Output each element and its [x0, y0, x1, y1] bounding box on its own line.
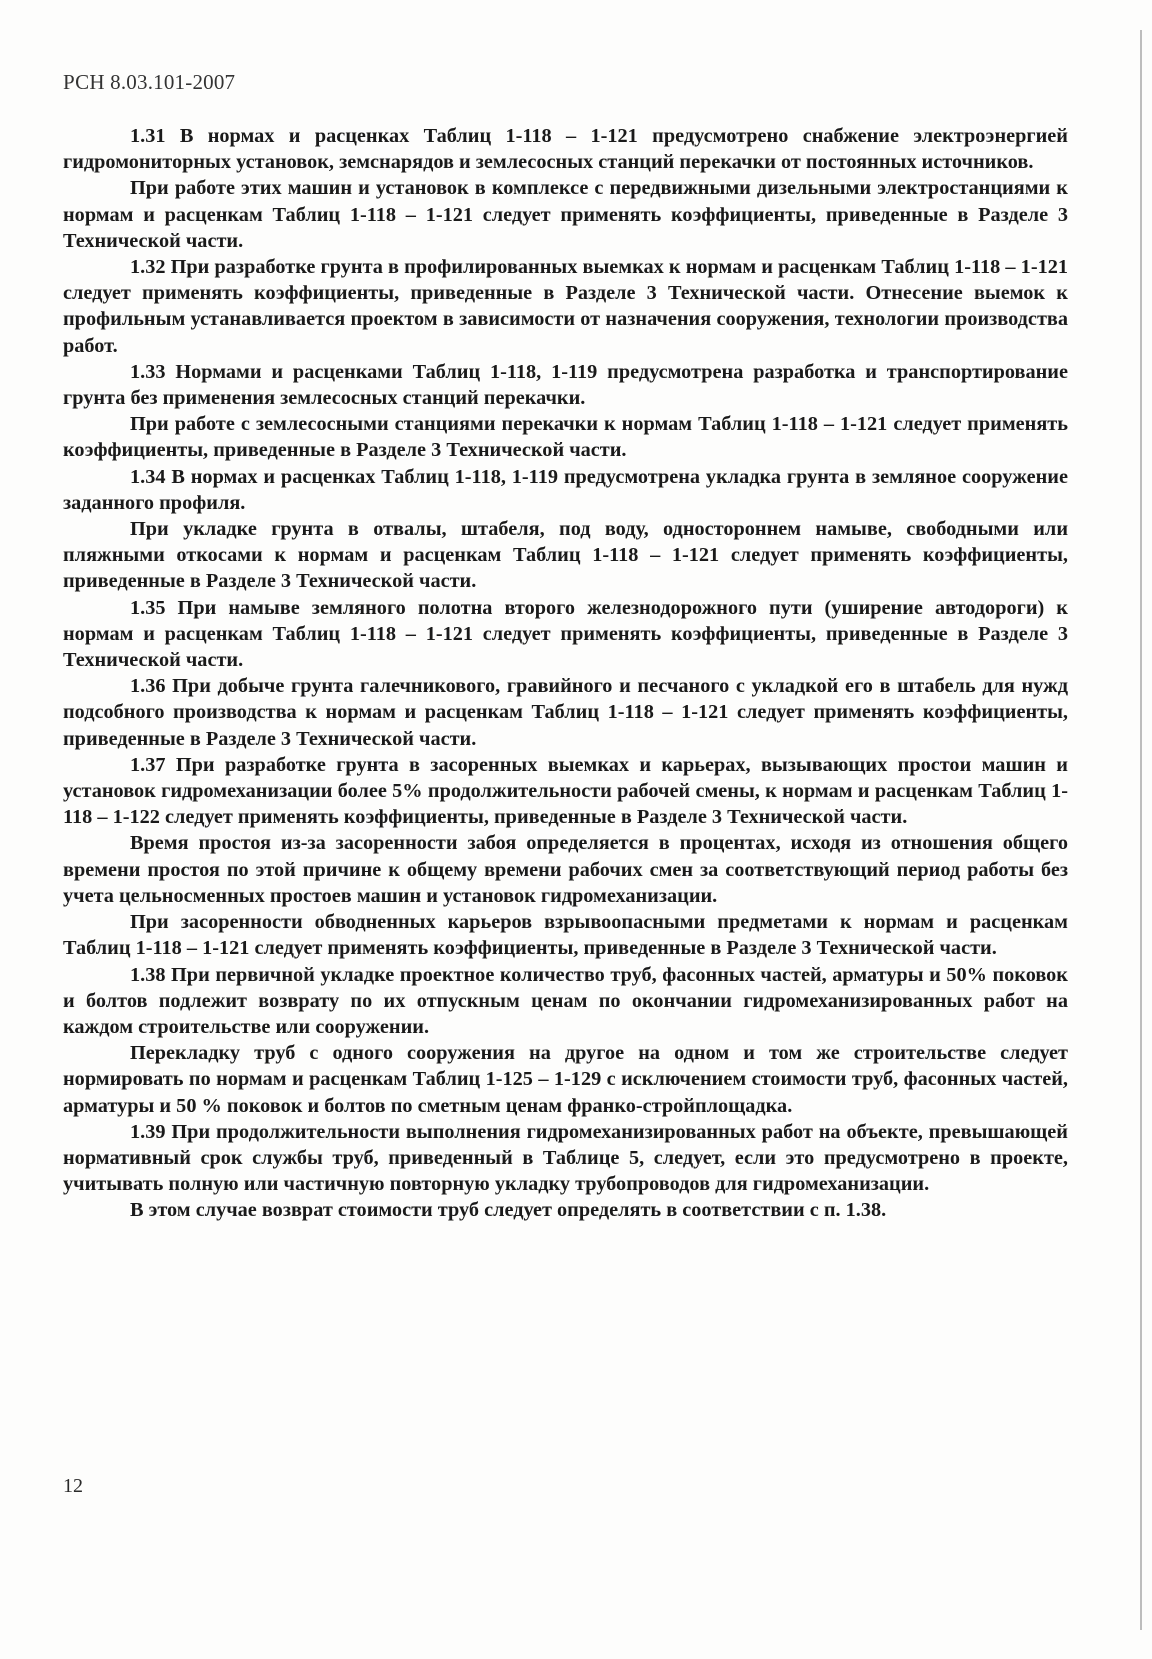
paragraph-1-39-b: В этом случае возврат стоимости труб следует определять в соответствии с п. 1.38. — [130, 1199, 887, 1222]
paragraph-1-37-c: При засоренности обводненных карьеров взрывоопасными предметами к нормам и расценкам Таблиц 1-118 – 1-121 следует применять коэффициенты, приведенные в Разделе 3 Технической части. — [63, 911, 1068, 960]
paragraph-1-34-b: При укладке грунта в отвалы, штабеля, под воду, одностороннем намыве, свободными или пляжными откосами к нормам и расценкам Таблиц 1-118 – 1-121 следует применять коэффициенты, приведенные в Разделе 3 Технической части. — [63, 518, 1068, 593]
paragraph-1-31-b: При работе этих машин и установок в комплексе с передвижными дизельными электростанциями к нормам и расценкам Таблиц 1-118 – 1-121 следует применять коэффициенты, приведенные в Разделе 3 Технической части. — [63, 177, 1068, 252]
paragraph-1-39: 1.39 При продолжительности выполнения гидромеханизированных работ на объекте, превышающей нормативный срок службы труб, приведенный в Таблице 5, следует, если это предусмотрено в проекте, учитывать полную или частичную повторную укладку трубопроводов для гидромеханизации. — [63, 1120, 1068, 1196]
paragraph-1-36: 1.36 При добыче грунта галечникового, гравийного и песчаного с укладкой его в штабель для нужд подсобного производства к нормам и расценкам Таблиц 1-118 – 1-121 следует применять коэффициенты, приведенные в Разделе 3 Технической части. — [63, 675, 1068, 750]
paragraph-1-35: 1.35 При намыве земляного полотна второго железнодорожного пути (уширение автодороги) к нормам и расценкам Таблиц 1-118 – 1-121 следует применять коэффициенты, приведенные в Разделе 3 Технической части. — [63, 596, 1068, 672]
paragraph-1-32: 1.32 При разработке грунта в профилированных выемках к нормам и расценкам Таблиц 1-118 – 1-121 следует применять коэффициенты, приведенные в Разделе 3 Технической части. Отнесение выемок к профильным устанавливается проектом в зависимости от назначения сооружения, технологии производства работ. — [63, 256, 1068, 357]
paragraph-1-31: 1.31 В нормах и расценках Таблиц 1-118 – 1-121 предусмотрено снабжение электроэнергией гидромониторных установок, земснарядов и землесосных станций перекачки от постоянных источников. — [63, 125, 1068, 174]
paragraph-1-37: 1.37 При разработке грунта в засоренных выемках и карьерах, вызывающих простои машин и установок гидромеханизации более 5% продолжительности рабочей смены, к нормам и расценкам Таблиц 1-118 – 1-122 следует применять коэффициенты, приведенные в Разделе 3 Технической части. — [63, 753, 1068, 829]
document-body — [63, 123, 1068, 1224]
paragraph-1-38-b: Перекладку труб с одного сооружения на другое на одном и том же строительстве следует нормировать по нормам и расценкам Таблиц 1-125 – 1-129 с исключением стоимости труб, фасонных частей, арматуры и 50 % поковок и болтов по сметным ценам франко-стройплощадка. — [63, 1042, 1068, 1117]
document-header: РСН 8.03.101-2007 — [63, 70, 236, 94]
page-edge-line — [1140, 30, 1142, 1630]
paragraph-1-34: 1.34 В нормах и расценках Таблиц 1-118, 1-119 предусмотрена укладка грунта в земляное сооружение заданного профиля. — [63, 465, 1068, 514]
paragraph-1-33-b: При работе с землесосными станциями перекачки к нормам Таблиц 1-118 – 1-121 следует применять коэффициенты, приведенные в Разделе 3 Технической части. — [63, 413, 1068, 462]
paragraph-1-38: 1.38 При первичной укладке проектное количество труб, фасонных частей, арматуры и 50% поковок и болтов подлежит возврату по их отпускным ценам по окончании гидромеханизированных работ на каждом строительстве или сооружении. — [63, 963, 1068, 1038]
paragraph-1-37-b: Время простоя из-за засоренности забоя определяется в процентах, исходя из отношения общего времени простоя по этой причине к общему времени рабочих смен за соответствующий период работы без учета цельносменных простоев машин и установок гидромеханизации. — [63, 832, 1068, 907]
paragraph-1-33: 1.33 Нормами и расценками Таблиц 1-118, 1-119 предусмотрена разработка и транспортирование грунта без применения землесосных станций перекачки. — [63, 360, 1068, 410]
page-number: 12 — [63, 1475, 83, 1497]
